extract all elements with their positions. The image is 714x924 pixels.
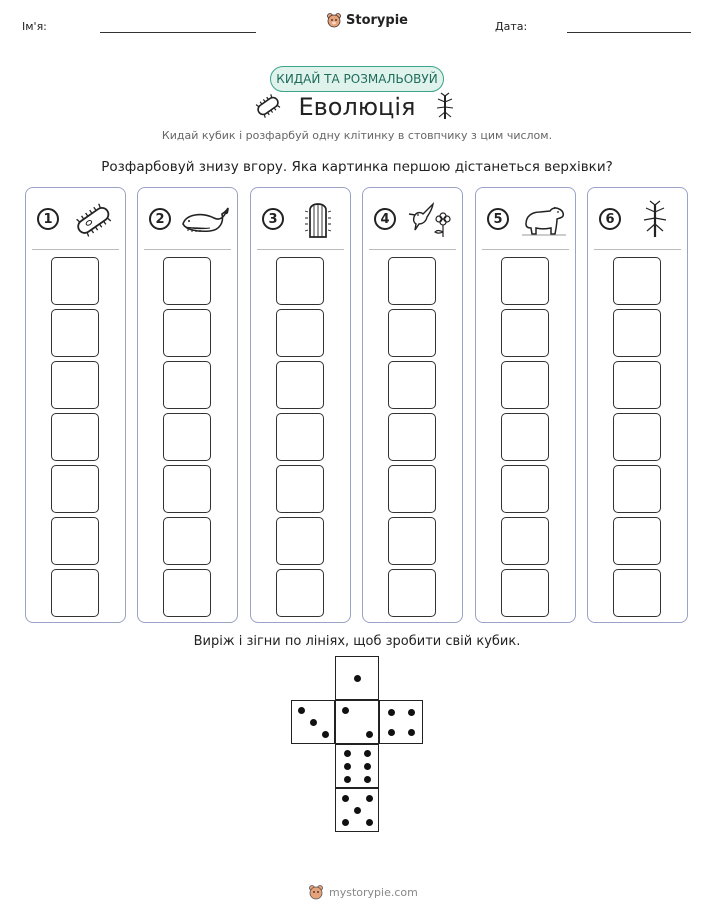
color-cell[interactable] (276, 569, 324, 617)
insect-title-icon (434, 92, 456, 122)
page-title: Еволюція (298, 93, 416, 121)
polar-bear-icon (518, 200, 568, 240)
column-2 (137, 187, 238, 623)
column-5 (475, 187, 576, 623)
cut-instruction: Виріж і зігни по лініях, щоб зробити свій кубик. (193, 634, 521, 649)
column-6 (587, 187, 688, 623)
die-face-1 (335, 656, 379, 700)
number-badge: 3 (262, 208, 284, 230)
color-cell[interactable] (388, 517, 436, 565)
color-cell[interactable] (51, 309, 99, 357)
color-cell[interactable] (501, 569, 549, 617)
color-cell[interactable] (501, 257, 549, 305)
color-cell[interactable] (501, 517, 549, 565)
storypie-logo (326, 12, 408, 28)
color-cell[interactable] (163, 517, 211, 565)
color-cell[interactable] (613, 257, 661, 305)
color-cell[interactable] (613, 413, 661, 461)
page-subtitle: Кидай кубик і розфарбуй одну клітинку в стовпчику з цим числом. (161, 129, 553, 142)
color-cell[interactable] (388, 465, 436, 513)
color-cell[interactable] (501, 465, 549, 513)
color-cell[interactable] (276, 517, 324, 565)
footer (308, 884, 418, 900)
die-face-2 (335, 700, 379, 744)
color-cell[interactable] (613, 517, 661, 565)
color-cell[interactable] (388, 309, 436, 357)
insect-icon (630, 200, 680, 240)
bear-logo-icon (326, 12, 342, 28)
number-badge: 5 (487, 208, 509, 230)
color-cell[interactable] (51, 257, 99, 305)
logo-text: Storypie (346, 12, 408, 28)
name-label: Ім'я: (22, 20, 47, 33)
die-face-6 (335, 744, 379, 788)
color-cell[interactable] (501, 361, 549, 409)
column-1 (25, 187, 126, 623)
color-cell[interactable] (276, 413, 324, 461)
color-cell[interactable] (276, 309, 324, 357)
color-cell[interactable] (388, 361, 436, 409)
color-cell[interactable] (613, 465, 661, 513)
bacterium-icon (68, 200, 118, 240)
color-cell[interactable] (163, 309, 211, 357)
color-cell[interactable] (51, 361, 99, 409)
number-badge: 1 (37, 208, 59, 230)
color-cell[interactable] (51, 517, 99, 565)
color-cell[interactable] (163, 569, 211, 617)
color-cell[interactable] (501, 309, 549, 357)
color-cell[interactable] (613, 569, 661, 617)
color-cell[interactable] (388, 413, 436, 461)
footer-link[interactable]: mystorypie.com (329, 885, 418, 899)
color-cell[interactable] (51, 569, 99, 617)
color-cell[interactable] (51, 465, 99, 513)
color-cell[interactable] (613, 361, 661, 409)
whale-icon (180, 200, 230, 240)
color-cell[interactable] (51, 413, 99, 461)
color-cell[interactable] (163, 413, 211, 461)
color-cell[interactable] (276, 257, 324, 305)
name-line (100, 32, 256, 33)
color-cell[interactable] (501, 413, 549, 461)
instruction-text: Розфарбовуй знизу вгору. Яка картинка першою дістанеться верхівки? (101, 159, 613, 175)
number-badge: 4 (374, 208, 396, 230)
column-4 (362, 187, 463, 623)
activity-badge: КИДАЙ ТА РОЗМАЛЬОВУЙ (270, 66, 444, 92)
date-label: Дата: (495, 20, 528, 33)
date-line (567, 32, 691, 33)
hummingbird-flower-icon (405, 200, 455, 240)
color-cell[interactable] (163, 465, 211, 513)
color-cell[interactable] (388, 569, 436, 617)
color-cell[interactable] (276, 361, 324, 409)
color-cell[interactable] (388, 257, 436, 305)
die-face-4 (379, 700, 423, 744)
color-cell[interactable] (163, 361, 211, 409)
bear-footer-icon (308, 884, 324, 900)
number-badge: 6 (599, 208, 621, 230)
color-cell[interactable] (613, 309, 661, 357)
column-3 (250, 187, 351, 623)
die-face-5 (335, 788, 379, 832)
die-face-3 (291, 700, 335, 744)
color-cell[interactable] (276, 465, 324, 513)
color-cell[interactable] (163, 257, 211, 305)
cactus-icon (293, 200, 343, 240)
number-badge: 2 (149, 208, 171, 230)
